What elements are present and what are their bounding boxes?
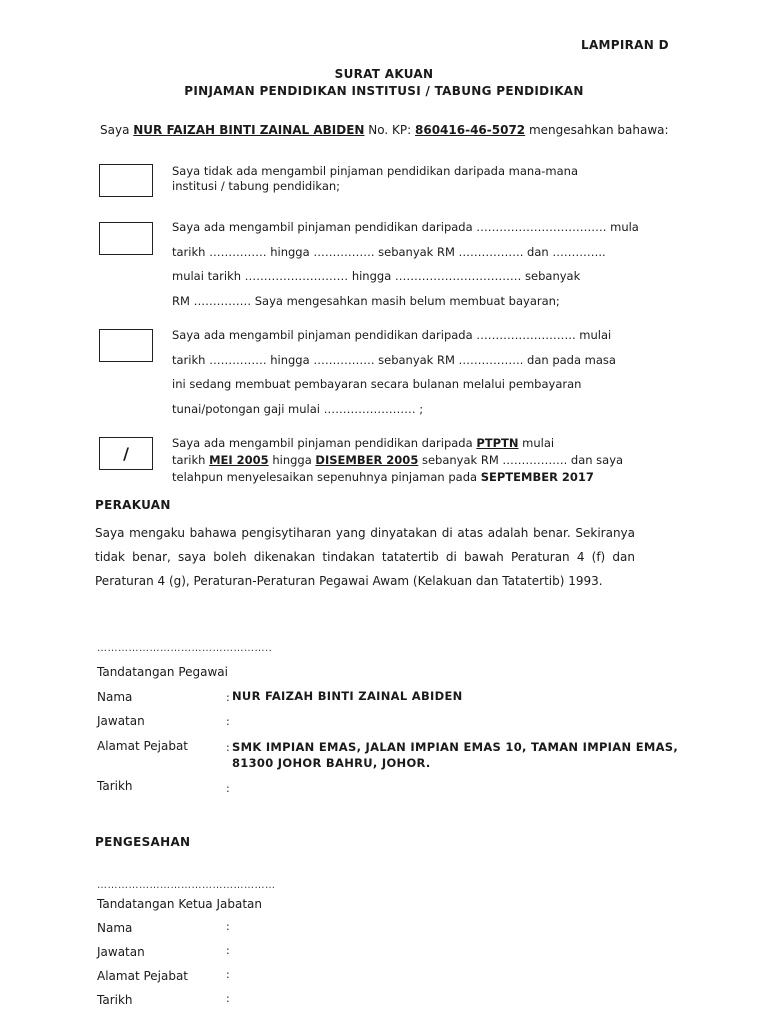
loan-end-date: DISEMBER 2005 [315, 453, 419, 467]
option-line: mulai tarikh ……………………… hingga …………………………… sebanyak [172, 269, 581, 283]
pengesahan-heading: PENGESAHAN [95, 835, 191, 849]
option-line: institusi / tabung pendidikan; [172, 179, 341, 193]
option-line: tunai/potongan gaji mulai …………………… ; [172, 401, 424, 416]
jawatan-label: Jawatan [97, 945, 145, 959]
option-text-2 [172, 215, 639, 313]
intro-prefix: Saya [100, 123, 130, 137]
option-line: RM …………… Saya mengesahkan masih belum membuat bayaran; [172, 293, 560, 308]
option-line: tarikh …………… hingga ……………. sebanyak RM …………….. dan ………….. [172, 244, 606, 259]
colon: : [226, 782, 230, 795]
kp-number: 860416-46-5072 [415, 123, 526, 137]
paragraph-line: Saya mengaku bahawa pengisytiharan yang dinyatakan di atas adalah benar. Sekiranya [95, 526, 635, 540]
nama-label: Nama [97, 921, 133, 935]
colon: : [226, 741, 230, 754]
option-line-text: sebanyak RM …………….. dan saya [421, 453, 624, 467]
colon: : [226, 992, 230, 1005]
colon: : [226, 968, 230, 981]
perakuan-heading: PERAKUAN [95, 498, 171, 512]
settlement-date: SEPTEMBER 2017 [480, 470, 594, 484]
intro-suffix: mengesahkan bahawa: [528, 123, 669, 137]
option-line [172, 452, 623, 469]
option-line: tarikh …………… hingga ……………. sebanyak RM …………….. dan pada masa [172, 352, 616, 367]
attachment-label: LAMPIRAN D [581, 38, 669, 52]
paragraph-line: tidak benar, saya boleh dikenakan tindakan tatatertib di bawah Peraturan 4 (f) dan [95, 550, 635, 564]
declaration-intro [100, 123, 669, 137]
option-text-3 [172, 323, 616, 421]
paragraph-line: Peraturan 4 (g), Peraturan-Peraturan Pegawai Awam (Kelakuan dan Tatatertib) 1993. [95, 574, 603, 588]
declarant-name: NUR FAIZAH BINTI ZAINAL ABIDEN [133, 123, 365, 137]
signature-label: Tandatangan Ketua Jabatan [97, 897, 262, 911]
kp-label: No. KP: [368, 123, 412, 137]
document-title: SURAT AKUAN [334, 67, 434, 81]
alamat-value-line2: 81300 JOHOR BAHRU, JOHOR. [232, 756, 431, 770]
perakuan-paragraph [95, 521, 635, 593]
option-line [172, 469, 623, 486]
option-line-text: Saya ada mengambil pinjaman pendidikan daripada [172, 436, 473, 450]
document-subtitle: PINJAMAN PENDIDIKAN INSTITUSI / TABUNG PENDIDIKAN [184, 84, 584, 98]
option-line: Saya tidak ada mengambil pinjaman pendidikan daripada mana-mana [172, 164, 578, 178]
option-text-4 [172, 435, 623, 486]
alamat-label: Alamat Pejabat [97, 969, 189, 983]
option-line-text: telahpun menyelesaikan sepenuhnya pinjaman pada [172, 470, 478, 484]
colon: : [226, 691, 230, 704]
option-text-1 [172, 164, 578, 194]
option-checkbox-2[interactable] [99, 222, 153, 255]
alamat-value-line1: SMK IMPIAN EMAS, JALAN IMPIAN EMAS 10, TAMAN IMPIAN EMAS, [232, 740, 679, 754]
option-checkbox-3[interactable] [99, 329, 153, 362]
option-line-text: tarikh [172, 453, 206, 467]
lender-name: PTPTN [476, 436, 519, 450]
option-line: ini sedang membuat pembayaran secara bulanan melalui pembayaran [172, 377, 582, 391]
loan-start-date: MEI 2005 [209, 453, 269, 467]
option-line: Saya ada mengambil pinjaman pendidikan daripada ……………………………. mula [172, 220, 639, 234]
option-line-text: hingga [272, 453, 312, 467]
colon: : [226, 920, 230, 933]
signature-label: Tandatangan Pegawai [97, 665, 228, 679]
option-line: Saya ada mengambil pinjaman pendidikan daripada …………………….. mulai [172, 328, 612, 342]
alamat-label: Alamat Pejabat [97, 739, 189, 753]
nama-value: NUR FAIZAH BINTI ZAINAL ABIDEN [232, 689, 463, 703]
jawatan-label: Jawatan [97, 714, 145, 728]
option-line [172, 435, 623, 452]
nama-label: Nama [97, 690, 133, 704]
option-checkbox-4[interactable]: / [99, 437, 153, 470]
option-line-text: mulai [522, 436, 555, 450]
tarikh-label: Tarikh [97, 993, 133, 1007]
colon: : [226, 944, 230, 957]
signature-line: …………………………………………… [97, 880, 276, 891]
signature-line: ………………………………………….. [97, 643, 273, 654]
colon: : [226, 715, 230, 728]
option-checkbox-1[interactable] [99, 164, 153, 197]
tarikh-label: Tarikh [97, 779, 133, 793]
